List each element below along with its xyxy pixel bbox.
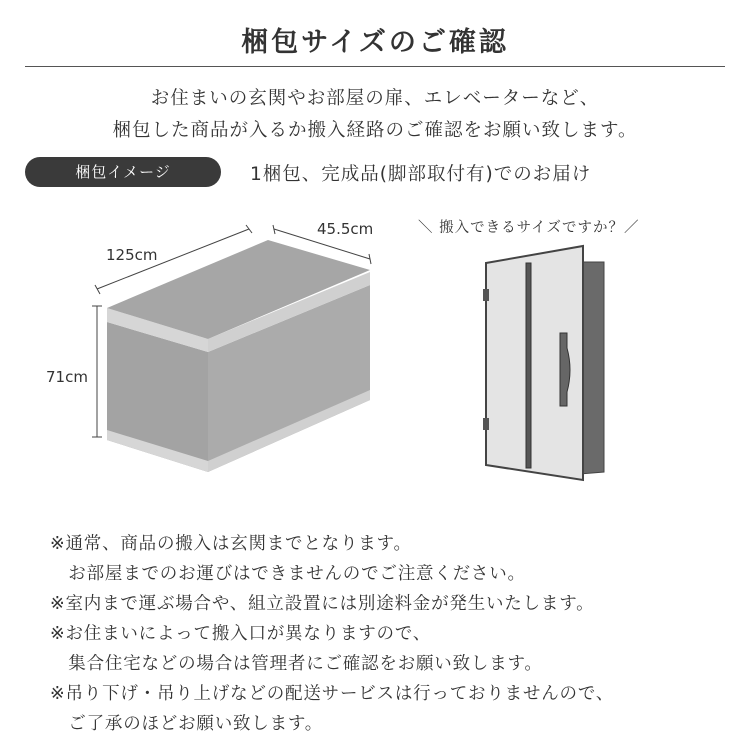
box-height-label: 71cm	[46, 368, 88, 386]
intro-line-1: お住まいの玄関やお部屋の扉、エレベーターなど、	[150, 88, 600, 109]
door-question: ＼ 搬入できるサイズですか？／	[418, 220, 640, 236]
door-hinge-top	[483, 289, 489, 301]
intro-line-2: 梱包した商品が入るか搬入経路のご確認をお願い致します。	[112, 120, 638, 141]
note-line-2: お部屋までのお運びはできませんのでご注意ください。	[50, 564, 526, 584]
note-line-4: ※お住まいによって搬入口が異なりますので、	[50, 624, 432, 644]
delivery-description: 1梱包、完成品(脚部取付有)でのお届け	[250, 164, 592, 185]
note-line-6: ※吊り下げ・吊り上げなどの配送サービスは行っておりませんので、	[50, 684, 615, 704]
box-width-label: 125cm	[106, 246, 158, 264]
page-title: 梱包サイズのご確認	[241, 27, 509, 58]
package-image-badge: 梱包イメージ	[25, 157, 221, 187]
note-line-3: ※室内まで運ぶ場合や、組立設置には別途料金が発生いたします。	[50, 594, 595, 614]
note-line-7: ご了承のほどお願い致します。	[50, 714, 324, 734]
door-hinge-bottom	[483, 418, 489, 430]
box-depth-label: 45.5cm	[317, 220, 374, 238]
door-illustration	[483, 246, 604, 480]
note-line-1: ※通常、商品の搬入は玄関までとなります。	[50, 534, 412, 554]
height-dimension-line	[92, 306, 102, 437]
door-groove	[526, 263, 531, 468]
package-box	[107, 240, 370, 472]
note-line-5: 集合住宅などの場合は管理者にご確認をお願い致します。	[50, 654, 543, 674]
